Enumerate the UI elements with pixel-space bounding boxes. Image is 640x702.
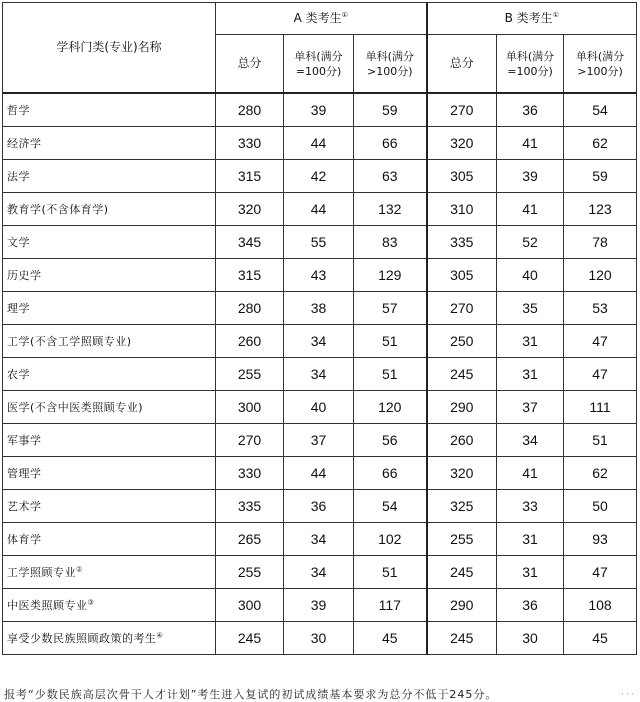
subject-name: 医学(不含中医类照顾专业) xyxy=(7,401,144,414)
group-a-header xyxy=(216,3,427,35)
table-row xyxy=(3,523,637,556)
a-single-le100-cell: 55 xyxy=(284,226,354,259)
subject-name: 历史学 xyxy=(7,269,42,282)
a-single-le100-cell: 39 xyxy=(284,93,354,127)
b-single-le100-cell: 30 xyxy=(497,622,564,655)
a-total-cell: 255 xyxy=(216,358,284,391)
a-single-le100-cell: 44 xyxy=(284,127,354,160)
b-total-cell: 245 xyxy=(427,622,497,655)
a-single-gt100-cell: 45 xyxy=(354,622,427,655)
b-total-cell: 260 xyxy=(427,424,497,457)
subject-name-cell xyxy=(3,490,216,523)
watermark-corner: · · · xyxy=(621,690,634,699)
table-row xyxy=(3,556,637,589)
subject-name-cell xyxy=(3,325,216,358)
subject-name-cell xyxy=(3,127,216,160)
group-b-footnote-mark: ① xyxy=(552,11,559,19)
table-row xyxy=(3,589,637,622)
a-single-le100-cell: 34 xyxy=(284,325,354,358)
a-single-le100-cell: 39 xyxy=(284,589,354,622)
b-total-cell: 245 xyxy=(427,358,497,391)
subject-name-cell xyxy=(3,391,216,424)
subject-name-cell xyxy=(3,193,216,226)
a-single-gt100-cell: 57 xyxy=(354,292,427,325)
b-total-cell: 320 xyxy=(427,127,497,160)
subject-name: 中医类照顾专业 xyxy=(7,599,88,612)
b-single-gt100-cell: 123 xyxy=(564,193,637,226)
a-total-cell: 330 xyxy=(216,127,284,160)
footnote: 报考“少数民族高层次骨干人才计划”考生进入复试的初试成绩基本要求为总分不低于245分。 xyxy=(4,688,498,701)
a-total-cell: 300 xyxy=(216,589,284,622)
a-total-cell: 315 xyxy=(216,259,284,292)
subject-name: 理学 xyxy=(7,302,30,315)
subject-name-cell xyxy=(3,226,216,259)
a-total-cell: 265 xyxy=(216,523,284,556)
table-row xyxy=(3,160,637,193)
a-single-gt100-cell: 51 xyxy=(354,556,427,589)
subject-name: 农学 xyxy=(7,368,30,381)
b-single-le100-cell: 37 xyxy=(497,391,564,424)
b-single-le100-cell: 34 xyxy=(497,424,564,457)
subject-name-header: 学科门类(专业)名称 xyxy=(3,3,216,94)
b-single-le100-cell: 39 xyxy=(497,160,564,193)
subject-name: 享受少数民族照顾政策的考生 xyxy=(7,632,157,645)
table-row xyxy=(3,93,637,127)
b-total-cell: 250 xyxy=(427,325,497,358)
table-row xyxy=(3,193,637,226)
a-total-cell: 335 xyxy=(216,490,284,523)
a-total-cell: 280 xyxy=(216,93,284,127)
a-single-le100-cell: 38 xyxy=(284,292,354,325)
footnote-mark: ④ xyxy=(156,631,164,640)
a-single-gt100-cell: 102 xyxy=(354,523,427,556)
a-total-cell: 270 xyxy=(216,424,284,457)
b-single-gt100-cell: 108 xyxy=(564,589,637,622)
b-single-le100-cell: 31 xyxy=(497,523,564,556)
group-a-footnote-mark: ① xyxy=(341,11,348,19)
subject-name: 军事学 xyxy=(7,434,42,447)
b-single-gt100-cell: 62 xyxy=(564,127,637,160)
subject-name: 教育学(不含体育学) xyxy=(7,203,109,216)
b-single-gt100-cell: 53 xyxy=(564,292,637,325)
subject-name-cell xyxy=(3,523,216,556)
a-single-gt100-cell: 59 xyxy=(354,93,427,127)
subject-name: 工学照顾专业 xyxy=(7,566,76,579)
b-single-le100-cell: 35 xyxy=(497,292,564,325)
subject-name-cell xyxy=(3,358,216,391)
a-single-gt100-cell: 63 xyxy=(354,160,427,193)
a-total-cell: 280 xyxy=(216,292,284,325)
subject-name-cell xyxy=(3,424,216,457)
b-total-cell: 325 xyxy=(427,490,497,523)
a-single-gt100-cell: 117 xyxy=(354,589,427,622)
b-total-cell: 305 xyxy=(427,160,497,193)
b-single-gt100-cell: 47 xyxy=(564,358,637,391)
table-row xyxy=(3,391,637,424)
a-single-gt100-cell: 129 xyxy=(354,259,427,292)
score-table xyxy=(2,2,637,655)
b-single-gt100-cell: 54 xyxy=(564,93,637,127)
table-row xyxy=(3,259,637,292)
subject-name-cell xyxy=(3,589,216,622)
b-single-le100-cell: 40 xyxy=(497,259,564,292)
b-single-le100-cell: 31 xyxy=(497,556,564,589)
a-total-cell: 315 xyxy=(216,160,284,193)
a-total-cell: 260 xyxy=(216,325,284,358)
b-total-cell: 290 xyxy=(427,391,497,424)
footnote-mark: ② xyxy=(76,565,83,574)
a-total-header: 总分 xyxy=(216,35,284,94)
subject-name-cell xyxy=(3,622,216,655)
b-single-gt100-cell: 47 xyxy=(564,556,637,589)
b-single-gt100-cell: 59 xyxy=(564,160,637,193)
b-single-le100-cell: 52 xyxy=(497,226,564,259)
subject-name: 工学(不含工学照顾专业) xyxy=(7,335,132,348)
a-single-le100-header: 单科(满分=100分) xyxy=(284,35,354,94)
a-single-gt100-header: 单科(满分>100分) xyxy=(354,35,427,94)
a-single-gt100-cell: 66 xyxy=(354,457,427,490)
footnote-mark: ③ xyxy=(87,598,95,607)
b-single-le100-cell: 36 xyxy=(497,93,564,127)
a-single-le100-cell: 30 xyxy=(284,622,354,655)
b-total-cell: 255 xyxy=(427,523,497,556)
a-total-cell: 255 xyxy=(216,556,284,589)
a-single-le100-cell: 44 xyxy=(284,193,354,226)
a-single-gt100-cell: 120 xyxy=(354,391,427,424)
b-single-gt100-header: 单科(满分>100分) xyxy=(564,35,637,94)
a-single-gt100-cell: 56 xyxy=(354,424,427,457)
a-single-le100-cell: 42 xyxy=(284,160,354,193)
b-total-cell: 320 xyxy=(427,457,497,490)
a-single-le100-cell: 34 xyxy=(284,358,354,391)
a-single-gt100-cell: 83 xyxy=(354,226,427,259)
table-row xyxy=(3,457,637,490)
subject-name-cell xyxy=(3,93,216,127)
b-single-gt100-cell: 93 xyxy=(564,523,637,556)
b-single-gt100-cell: 62 xyxy=(564,457,637,490)
a-total-cell: 320 xyxy=(216,193,284,226)
a-single-le100-cell: 36 xyxy=(284,490,354,523)
b-single-le100-cell: 41 xyxy=(497,193,564,226)
b-single-le100-cell: 36 xyxy=(497,589,564,622)
a-single-le100-cell: 34 xyxy=(284,523,354,556)
a-single-gt100-cell: 51 xyxy=(354,358,427,391)
subject-name: 艺术学 xyxy=(7,500,42,513)
b-single-gt100-cell: 120 xyxy=(564,259,637,292)
subject-name: 文学 xyxy=(7,236,30,249)
b-total-cell: 290 xyxy=(427,589,497,622)
a-single-le100-cell: 37 xyxy=(284,424,354,457)
b-single-gt100-cell: 111 xyxy=(564,391,637,424)
group-b-header xyxy=(427,3,637,35)
subject-name: 体育学 xyxy=(7,533,42,546)
b-single-le100-cell: 41 xyxy=(497,127,564,160)
subject-name-cell xyxy=(3,292,216,325)
subject-name-cell xyxy=(3,457,216,490)
group-a-label: A 类考生 xyxy=(293,11,342,25)
b-single-le100-cell: 33 xyxy=(497,490,564,523)
b-single-le100-cell: 31 xyxy=(497,358,564,391)
score-table-sheet xyxy=(2,2,636,655)
b-single-le100-cell: 31 xyxy=(497,325,564,358)
group-b-label: B 类考生 xyxy=(504,11,553,25)
subject-name-cell xyxy=(3,259,216,292)
table-row xyxy=(3,358,637,391)
table-row xyxy=(3,622,637,655)
a-total-cell: 330 xyxy=(216,457,284,490)
b-single-le100-cell: 41 xyxy=(497,457,564,490)
b-total-header: 总分 xyxy=(427,35,497,94)
b-single-gt100-cell: 78 xyxy=(564,226,637,259)
a-single-le100-cell: 43 xyxy=(284,259,354,292)
subject-name: 经济学 xyxy=(7,137,42,150)
subject-name: 法学 xyxy=(7,170,30,183)
b-single-gt100-cell: 45 xyxy=(564,622,637,655)
a-single-le100-cell: 44 xyxy=(284,457,354,490)
a-single-le100-cell: 40 xyxy=(284,391,354,424)
b-total-cell: 305 xyxy=(427,259,497,292)
table-row xyxy=(3,424,637,457)
b-single-gt100-cell: 50 xyxy=(564,490,637,523)
a-single-le100-cell: 34 xyxy=(284,556,354,589)
table-row xyxy=(3,292,637,325)
a-single-gt100-cell: 66 xyxy=(354,127,427,160)
a-total-cell: 345 xyxy=(216,226,284,259)
table-row xyxy=(3,490,637,523)
b-total-cell: 270 xyxy=(427,93,497,127)
b-total-cell: 270 xyxy=(427,292,497,325)
a-single-gt100-cell: 132 xyxy=(354,193,427,226)
a-single-gt100-cell: 54 xyxy=(354,490,427,523)
b-single-gt100-cell: 51 xyxy=(564,424,637,457)
subject-name: 管理学 xyxy=(7,467,42,480)
a-single-gt100-cell: 51 xyxy=(354,325,427,358)
subject-name-cell xyxy=(3,556,216,589)
b-total-cell: 245 xyxy=(427,556,497,589)
table-row xyxy=(3,127,637,160)
table-row xyxy=(3,325,637,358)
a-total-cell: 245 xyxy=(216,622,284,655)
table-row xyxy=(3,226,637,259)
b-single-gt100-cell: 47 xyxy=(564,325,637,358)
b-total-cell: 310 xyxy=(427,193,497,226)
b-total-cell: 335 xyxy=(427,226,497,259)
subject-name: 哲学 xyxy=(7,104,30,117)
b-single-le100-header: 单科(满分=100分) xyxy=(497,35,564,94)
a-total-cell: 300 xyxy=(216,391,284,424)
subject-name-cell xyxy=(3,160,216,193)
